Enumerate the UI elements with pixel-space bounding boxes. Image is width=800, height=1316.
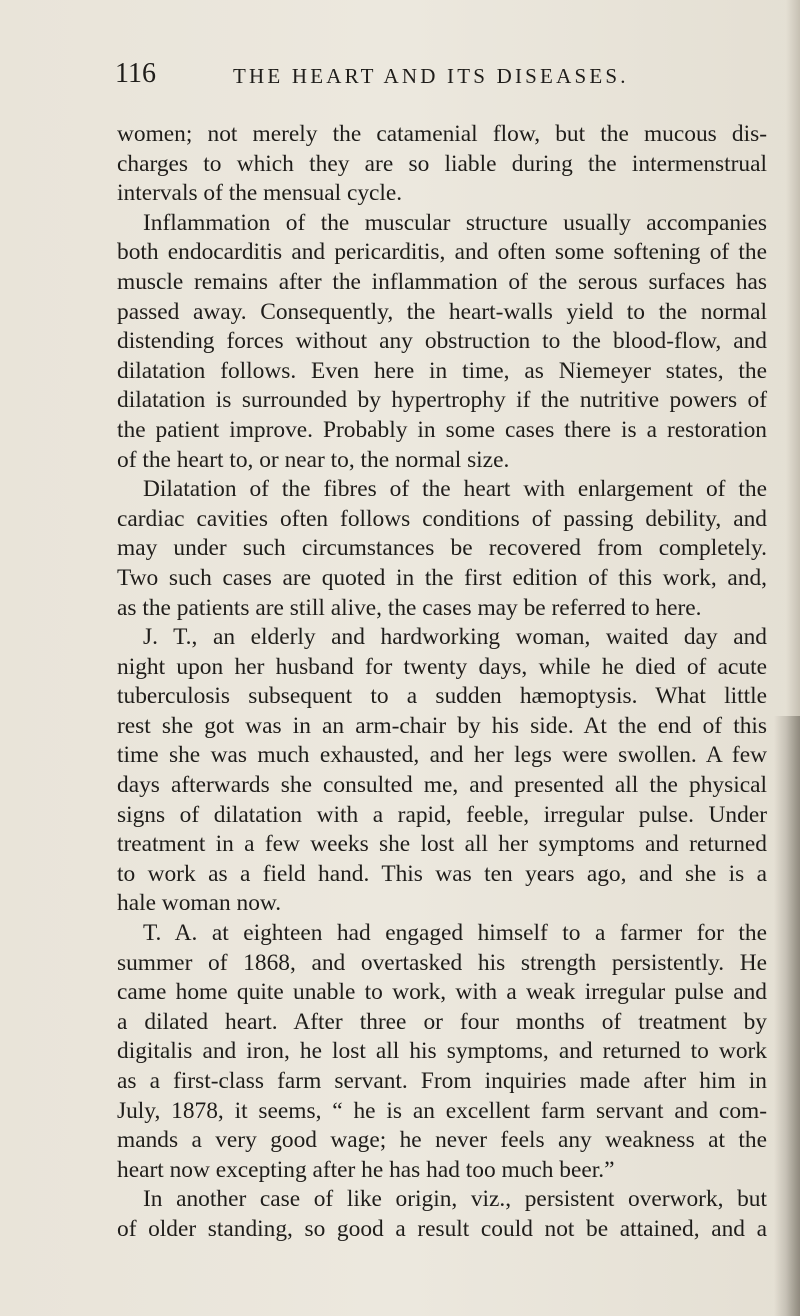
text-line: both endocarditis and pericarditis, and often some softening of the [117,239,767,266]
text-line: tuberculosis subsequent to a sudden hæmoptysis. What little [117,683,767,710]
text-line: July, 1878, it seems, “ he is an excellent farm servant and com- [117,1097,767,1124]
text-line: signs of dilatation with a rapid, feeble, irregular pulse. Under [117,801,767,828]
running-head [115,58,765,90]
text-line: dilatation is surrounded by hypertrophy if the nutritive powers of [117,387,767,414]
text-line: a dilated heart. After three or four months of treatment by [117,1008,767,1035]
text-line: mands a very good wage; he never feels any weakness at the [117,1127,767,1154]
text-line: the patient improve. Probably in some cases there is a restoration [117,416,767,443]
text-line: summer of 1868, and overtasked his strength persistently. He [117,949,767,976]
text-line: intervals of the mensual cycle. [117,180,403,207]
text-line: treatment in a few weeks she lost all her symptoms and returned [117,831,767,858]
text-line: Two such cases are quoted in the first edition of this work, and, [117,564,767,591]
text-line: rest she got was in an arm-chair by his side. At the end of this [117,712,767,739]
text-line: digitalis and iron, he lost all his symptoms, and returned to work [117,1038,767,1065]
running-title: THE HEART AND ITS DISEASES. [233,64,629,88]
paragraph-start-line: In another case of like origin, viz., persistent overwork, but [143,1186,767,1213]
text-line: night upon her husband for twenty days, while he died of acute [117,653,767,680]
text-line: days afterwards she consulted me, and presented all the physical [117,772,767,799]
text-line: hale woman now. [117,890,282,917]
text-line: time she was much exhausted, and her legs were swollen. A few [117,742,767,769]
text-line: distending forces without any obstruction to the blood-flow, and [117,328,767,355]
text-line: came home quite unable to work, with a weak irregular pulse and [117,979,767,1006]
text-line: women; not merely the catamenial flow, but the mucous dis- [117,121,767,147]
paragraph-start-line: J. T., an elderly and hardworking woman, waited day and [143,624,767,651]
paragraph-start-line: T. A. at eighteen had engaged himself to a farmer for the [143,920,767,947]
page-edge-shadow-bottom [774,716,800,1316]
text-line: cardiac cavities often follows conditions of passing debility, and [117,505,767,532]
text-line: to work as a field hand. This was ten years ago, and she is a [117,860,767,887]
text-line: of older standing, so good a result could not be attained, and a [117,1215,767,1242]
paragraph-start-line: Inflammation of the muscular structure usually accompanies [143,209,767,236]
text-line: muscle remains after the inflammation of the serous surfaces has [117,268,767,295]
paragraph-start-line: Dilatation of the fibres of the heart with enlargement of the [143,476,767,503]
page-number: 116 [115,58,156,89]
text-line: of the heart to, or near to, the normal size. [117,446,510,473]
text-line: may under such circumstances be recovered from completely. [117,535,767,562]
text-line: charges to which they are so liable during the intermenstrual [117,150,767,177]
text-line: as a first-class farm servant. From inquiries made after him in [117,1068,767,1094]
body-text [117,120,767,1245]
text-line: as the patients are still alive, the cases may be referred to here. [117,594,702,621]
text-line: dilatation follows. Even here in time, as Niemeyer states, the [117,357,767,384]
text-line: passed away. Consequently, the heart-walls yield to the normal [117,298,767,325]
text-line: heart now excepting after he has had too much beer.” [117,1156,615,1183]
